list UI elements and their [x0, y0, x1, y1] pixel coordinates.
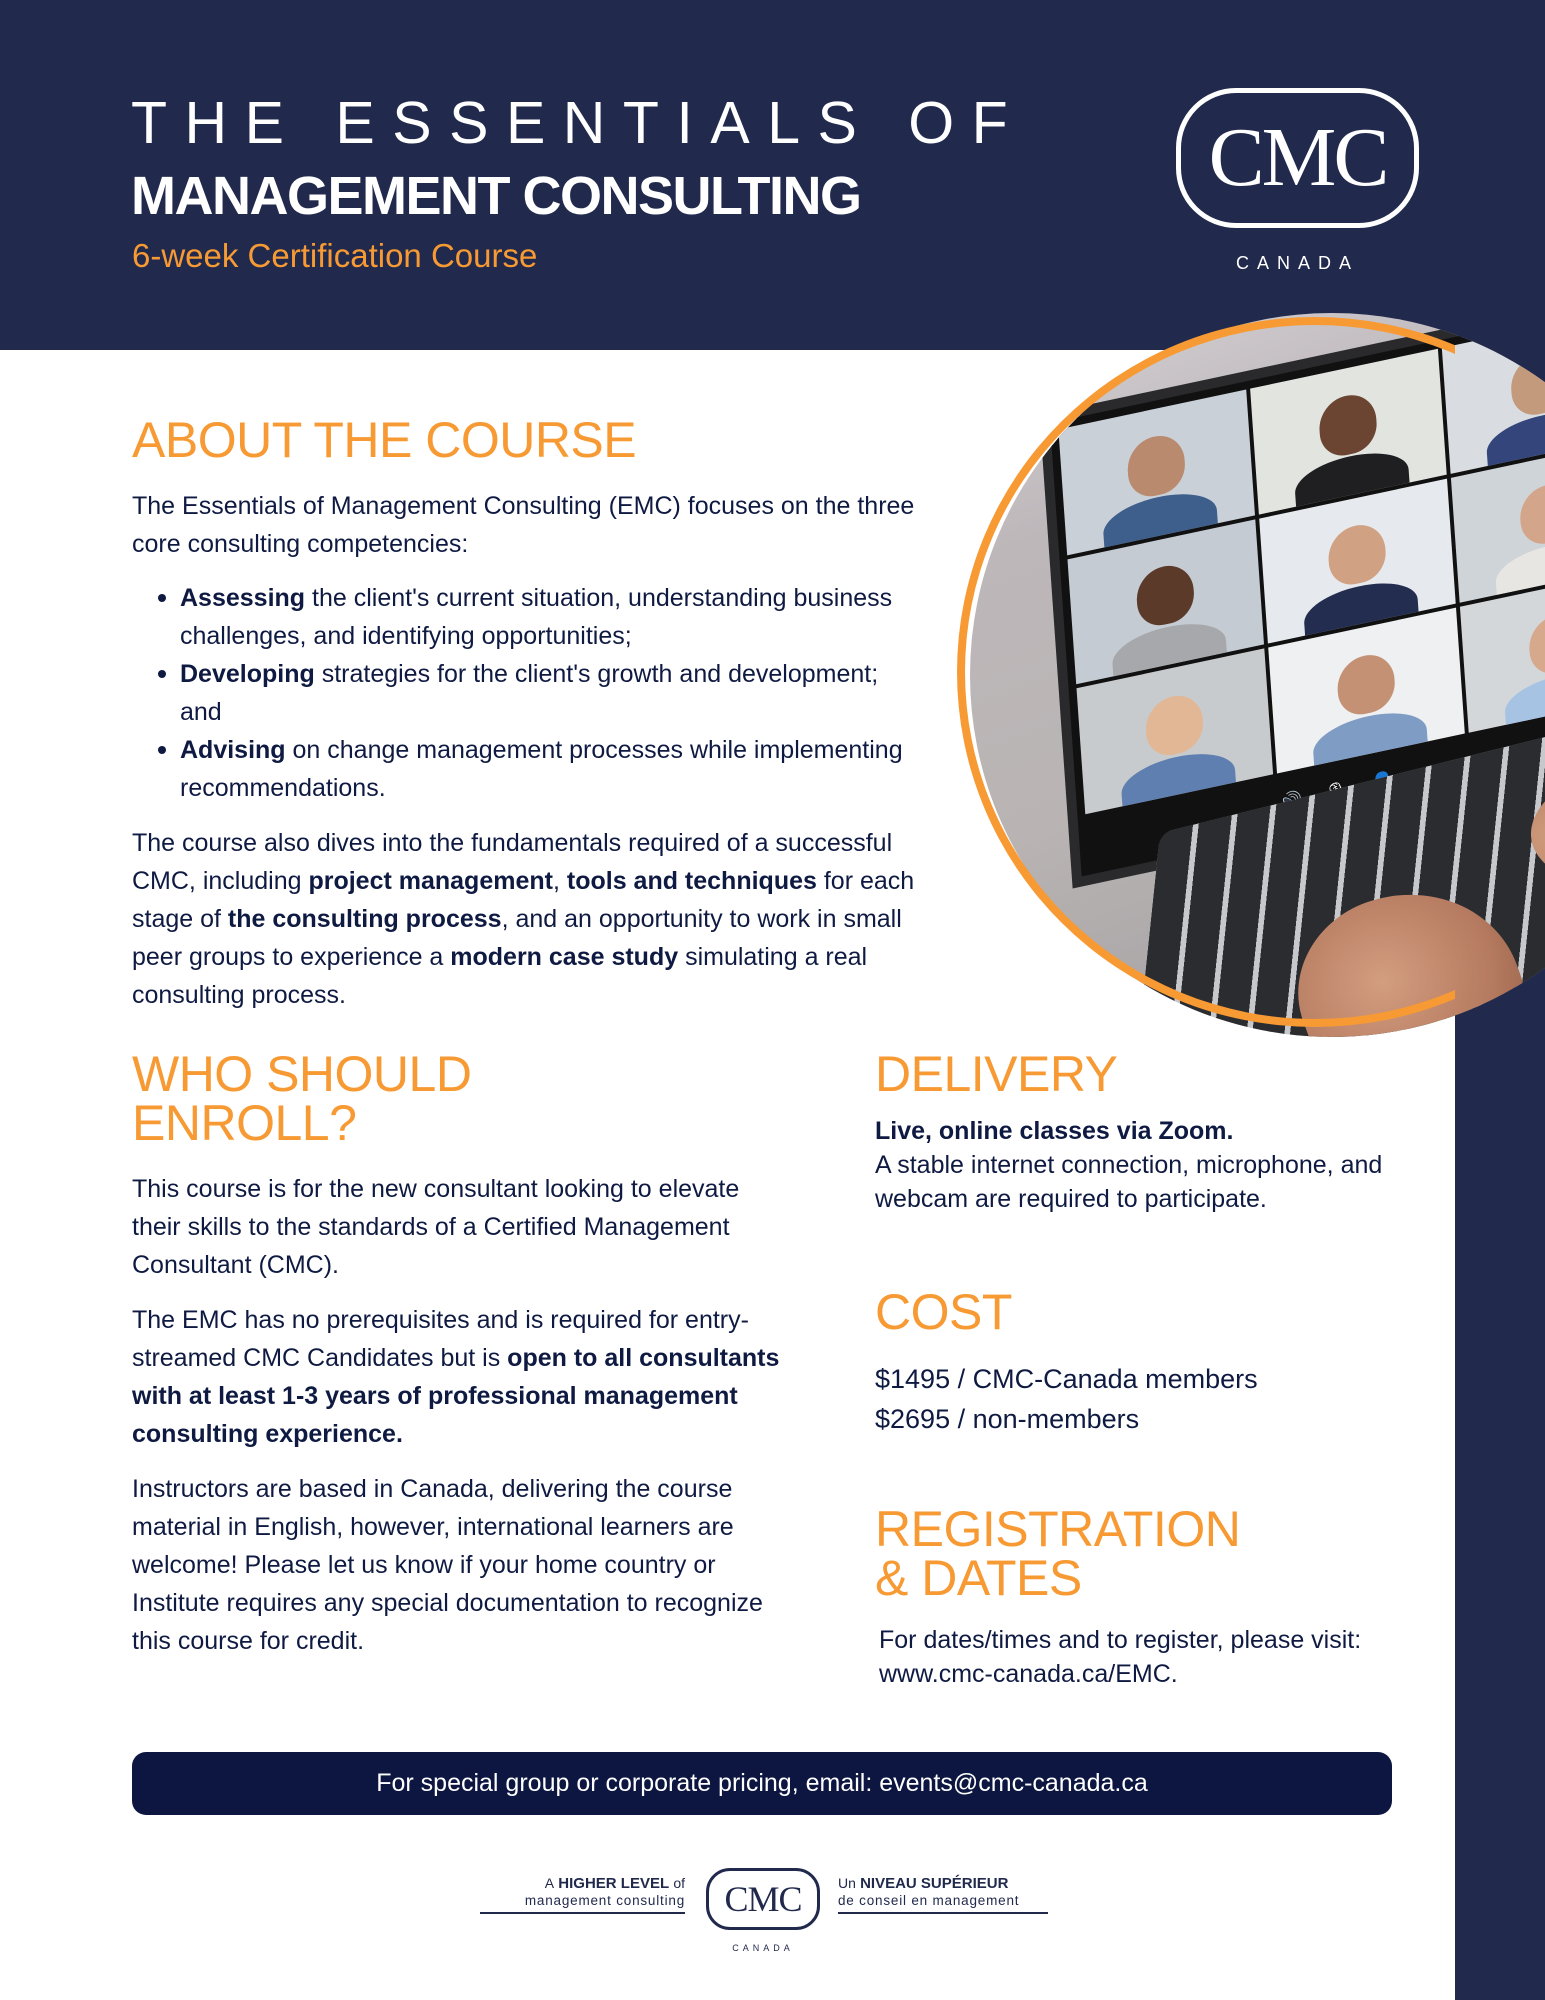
video-tile: [1442, 313, 1545, 473]
tagline-line-1: [838, 1874, 1048, 1893]
text: A stable internet connection, microphone, and webcam are required to participate.: [875, 1151, 1383, 1213]
registration-heading: [875, 1501, 1435, 1606]
tagline-line-2: management consulting: [480, 1893, 685, 1914]
title-line-1: THE ESSENTIALS OF: [131, 90, 1026, 156]
cost-member: $1495 / CMC-Canada members: [875, 1364, 1258, 1394]
logo-country: CANADA: [1235, 253, 1359, 273]
text: ,: [552, 867, 567, 895]
about-paragraph-2: [132, 824, 922, 1014]
about-section: [132, 412, 922, 1014]
list-item: [132, 731, 922, 807]
footer-tagline-fr: [838, 1874, 1048, 1914]
footer-cmc-logo: [706, 1868, 820, 1930]
bullet-bold: Developing: [180, 660, 315, 688]
logo-text: CMC: [724, 1879, 802, 1919]
who-heading: [132, 1046, 787, 1151]
corporate-pricing-banner: [132, 1752, 1392, 1815]
bold-text: modern case study: [450, 943, 679, 971]
text: of: [673, 1875, 685, 1891]
heading-line: & DATES: [875, 1550, 1082, 1606]
bold-text: HIGHER LEVEL: [558, 1875, 670, 1892]
title-line-2: MANAGEMENT CONSULTING: [131, 166, 861, 226]
heading-line: REGISTRATION: [875, 1501, 1241, 1557]
cost-section: [875, 1284, 1435, 1439]
who-paragraph-2: [132, 1301, 787, 1453]
heading-line: WHO SHOULD: [132, 1046, 472, 1102]
text: The course also dives into the fundamentals required of a successful CMC, including: [132, 829, 893, 895]
list-item: [132, 579, 922, 655]
about-intro: The Essentials of Management Consulting (EMC) focuses on the three core consulting competencies:: [132, 492, 915, 558]
text: A: [544, 1875, 555, 1891]
tagline-line-2: de conseil en management: [838, 1893, 1048, 1914]
text: for each stage of: [132, 867, 915, 933]
bold-text: Live, online classes via Zoom.: [875, 1117, 1234, 1145]
text: simulating a real consulting process.: [132, 943, 868, 1009]
logo-text: CMC: [1208, 111, 1387, 204]
laptop-video-call-photo: [970, 313, 1545, 1037]
footer-tagline-en: [480, 1874, 685, 1914]
banner-text[interactable]: For special group or corporate pricing, email: events@cmc-canada.ca: [376, 1769, 1148, 1797]
competency-list: [132, 579, 922, 807]
bullet-bold: Advising: [180, 736, 286, 764]
tagline-line-1: [480, 1874, 685, 1893]
bullet-text: on change management processes while implementing recommendations.: [180, 736, 903, 802]
who-paragraph-3: Instructors are based in Canada, delivering the course material in English, however, international learners are welcome! Please let us know if your home country or Institute requires any special documentation to recognize this course for credit.: [132, 1475, 763, 1655]
text: , and an opportunity to work in small peer groups to experience a: [132, 905, 902, 971]
bold-text: tools and techniques: [566, 867, 817, 895]
text: The EMC has no prerequisites and is required for entry-streamed CMC Candidates but is: [132, 1306, 749, 1372]
bold-text: the consulting process: [227, 905, 502, 933]
cost-non-member: $2695 / non-members: [875, 1404, 1140, 1434]
heading-line: ENROLL?: [132, 1095, 357, 1151]
who-section: [132, 1046, 787, 1660]
registration-section: [875, 1501, 1435, 1691]
delivery-heading: DELIVERY: [875, 1046, 1118, 1102]
list-item: [132, 655, 922, 731]
about-heading: ABOUT THE COURSE: [132, 412, 637, 468]
cost-heading: COST: [875, 1284, 1012, 1340]
registration-text: For dates/times and to register, please visit: www.cmc-canada.ca/EMC.: [879, 1626, 1362, 1688]
footer-logo-country: CANADA: [732, 1943, 794, 1953]
bullet-bold: Assessing: [180, 584, 306, 612]
delivery-section: [875, 1046, 1435, 1216]
bold-text: NIVEAU SUPÉRIEUR: [860, 1875, 1009, 1892]
delivery-text: [875, 1114, 1435, 1216]
subtitle: 6-week Certification Course: [132, 237, 538, 274]
bold-text: project management: [308, 867, 553, 895]
bullet-text: strategies for the client's growth and development; and: [180, 660, 879, 726]
video-grid: [1058, 313, 1545, 814]
bullet-text: the client's current situation, understanding business challenges, and identifying opportunities;: [180, 584, 893, 650]
who-paragraph-1: This course is for the new consultant looking to elevate their skills to the standards of a Certified Management Consultant (CMC).: [132, 1175, 740, 1279]
bold-text: open to all consultants with at least 1-3 years of professional management consulting experience.: [132, 1344, 780, 1448]
text: Un: [838, 1875, 856, 1891]
